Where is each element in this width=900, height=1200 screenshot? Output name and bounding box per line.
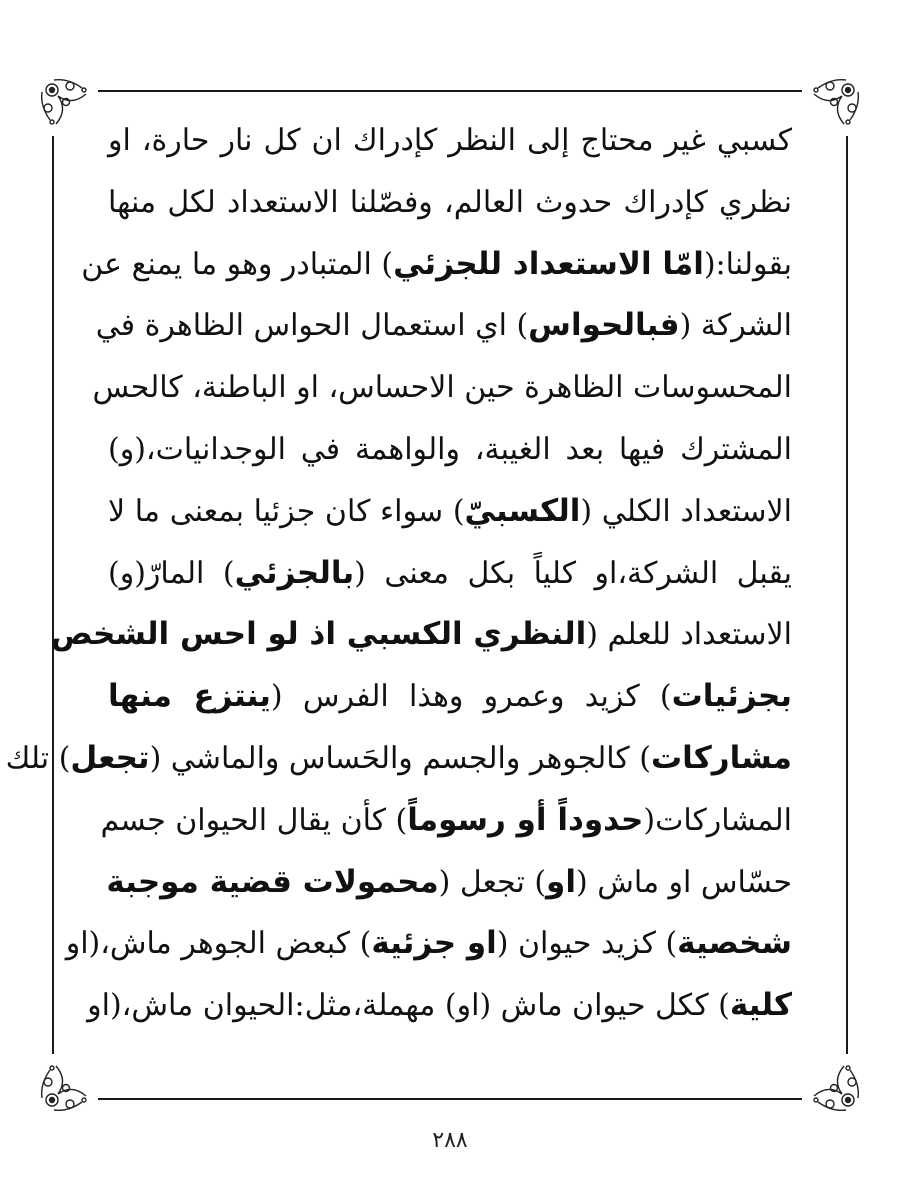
body-text xyxy=(5,110,792,1037)
border-top-line xyxy=(98,90,802,92)
page-number: ٢٨٨ xyxy=(432,1128,468,1153)
bold-term: بجزئيات xyxy=(671,678,792,715)
floral-corner-icon xyxy=(798,1050,862,1114)
text-segment: يقبل الشركة،او كلياً بكل معنى ( xyxy=(354,555,792,591)
text-line xyxy=(108,666,792,728)
text-segment: المحسوسات الظاهرة حين الاحساس، او الباطنة، كالحس xyxy=(92,370,792,406)
text-segment: الاستعداد الكلي ( xyxy=(580,493,792,529)
floral-corner-icon xyxy=(38,76,102,140)
bold-term: حدوداً أو رسوماً xyxy=(407,801,644,838)
text-line xyxy=(100,790,792,852)
text-segment: ) المارّ(و) xyxy=(108,555,235,591)
bold-term: امّا الاستعداد للجزئي xyxy=(393,245,704,282)
text-line xyxy=(65,913,792,975)
bold-term: بالجزئي xyxy=(234,554,355,591)
text-line xyxy=(95,295,792,357)
text-segment: ) ككل حيوان ماش (او) مهملة،مثل:الحيوان ماش،(او xyxy=(87,988,730,1024)
floral-corner-icon xyxy=(798,76,862,140)
text-line xyxy=(108,172,792,234)
bold-term: او جزئية xyxy=(371,925,497,962)
text-segment: ) تجعل ( xyxy=(438,864,547,900)
text-line xyxy=(5,728,792,790)
text-segment: ) اي استعمال الحواس الظاهرة في xyxy=(95,308,529,344)
bold-term: محمولات قضية موجبة xyxy=(106,863,439,900)
text-segment: ) كزيد وعمرو وهذا الفرس ( xyxy=(270,679,672,715)
border-left-line xyxy=(52,136,54,1054)
text-segment: بقولنا:( xyxy=(703,246,792,282)
floral-corner-icon xyxy=(38,1050,102,1114)
text-line xyxy=(108,110,792,172)
bold-term: شخصية xyxy=(677,925,792,962)
text-segment: الاستعداد للعلم ( xyxy=(586,617,792,653)
text-segment: ) كبعض الجوهر ماش،(او xyxy=(65,926,372,962)
bold-term: فبالحواس xyxy=(528,307,680,344)
text-segment: ) كزيد حيوان ( xyxy=(496,926,678,962)
text-segment: ) كالجوهر والجسم والحَساس والماشي ( xyxy=(149,740,651,776)
bold-term: كلية xyxy=(729,987,792,1024)
text-segment: ) كأن يقال الحيوان جسم xyxy=(100,802,408,838)
bold-term: النظري الكسبي اذ لو احس الشخص xyxy=(50,616,587,653)
bold-term: او xyxy=(546,863,576,900)
text-segment: كسبي غير محتاج إلى النظر كإدراك ان كل نار حارة، او xyxy=(108,123,792,158)
text-segment: نظري كإدراك حدوث العالم، وفصّلنا الاستعداد لكل منها xyxy=(108,184,792,220)
text-line xyxy=(81,234,792,296)
text-line xyxy=(50,604,792,666)
text-line xyxy=(108,543,792,605)
text-segment: المشترك فيها بعد الغيبة، والواهمة في الوجدانيات،(و) xyxy=(108,431,792,467)
text-line xyxy=(108,481,792,543)
text-segment: ) تلك xyxy=(5,740,71,776)
bold-term: ينتزع منها xyxy=(108,678,271,715)
bold-term: مشاركات xyxy=(650,739,792,776)
text-line xyxy=(87,975,792,1037)
border-bottom-line xyxy=(98,1098,802,1100)
text-line xyxy=(108,419,792,481)
text-line xyxy=(108,852,792,914)
page-border-frame xyxy=(5,76,862,1114)
text-line xyxy=(92,357,792,419)
text-segment: المشاركات( xyxy=(643,802,792,838)
text-segment: حسّاس او ماش ( xyxy=(575,864,792,900)
text-segment: ) سواء كان جزئيا بمعنى ما لا xyxy=(108,493,465,529)
bold-term: تجعل xyxy=(70,739,150,776)
bold-term: الكسبيّ xyxy=(464,492,581,529)
border-right-line xyxy=(846,136,848,1054)
text-segment: ) المتبادر وهو ما يمنع عن xyxy=(81,246,394,282)
text-segment: الشركة ( xyxy=(679,308,792,344)
